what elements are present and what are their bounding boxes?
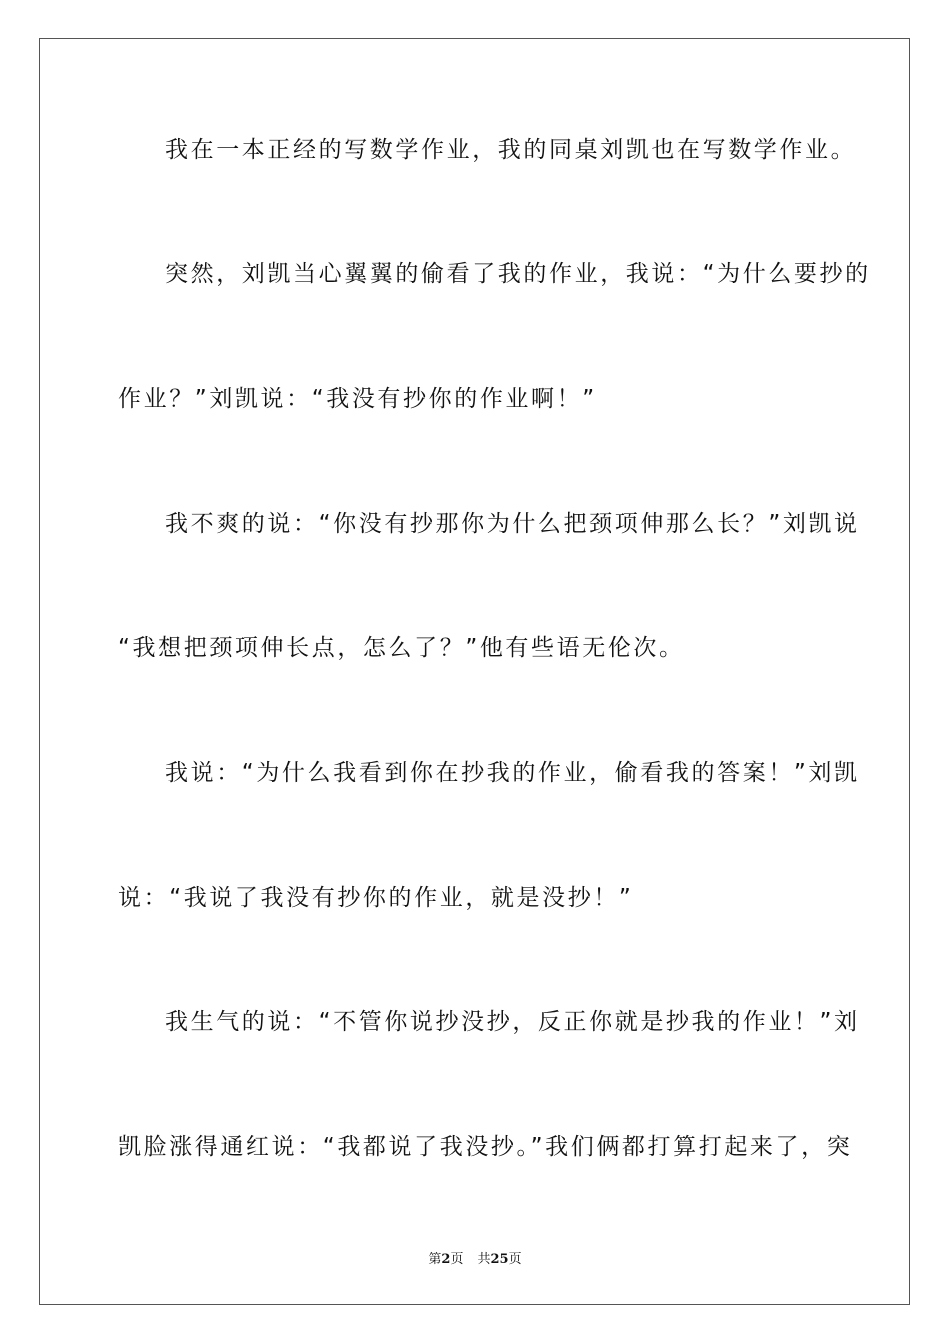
total-pages: 25 <box>490 1252 509 1267</box>
page-frame <box>39 38 910 1305</box>
paragraph-line-9: 凯脸涨得通红说：“我都说了我没抄。”我们俩都打算打起来了，突 <box>118 1134 853 1160</box>
paragraph-line-3: 作业？”刘凯说：“我没有抄你的作业啊！” <box>118 386 597 412</box>
total-suffix: 页 <box>508 1252 522 1267</box>
paragraph-line-7: 说：“我说了我没有抄你的作业，就是没抄！” <box>118 885 634 911</box>
page-suffix: 页 <box>450 1252 464 1267</box>
paragraph-line-2: 突然，刘凯当心翼翼的偷看了我的作业，我说：“为什么要抄的 <box>165 261 871 287</box>
total-prefix: 共 <box>477 1252 491 1267</box>
paragraph-line-5: “我想把颈项伸长点，怎么了？”他有些语无伦次。 <box>118 635 685 661</box>
page-number: 2 <box>441 1252 451 1267</box>
page-prefix: 第 <box>428 1252 442 1267</box>
paragraph-line-8: 我生气的说：“不管你说抄没抄，反正你就是抄我的作业！”刘 <box>165 1009 860 1035</box>
page-footer <box>0 1248 950 1267</box>
paragraph-line-6: 我说：“为什么我看到你在抄我的作业，偷看我的答案！”刘凯 <box>165 760 860 786</box>
paragraph-line-1: 我在一本正经的写数学作业，我的同桌刘凯也在写数学作业。 <box>165 137 857 163</box>
paragraph-line-4: 我不爽的说：“你没有抄那你为什么把颈项伸那么长？”刘凯说 <box>165 511 860 537</box>
